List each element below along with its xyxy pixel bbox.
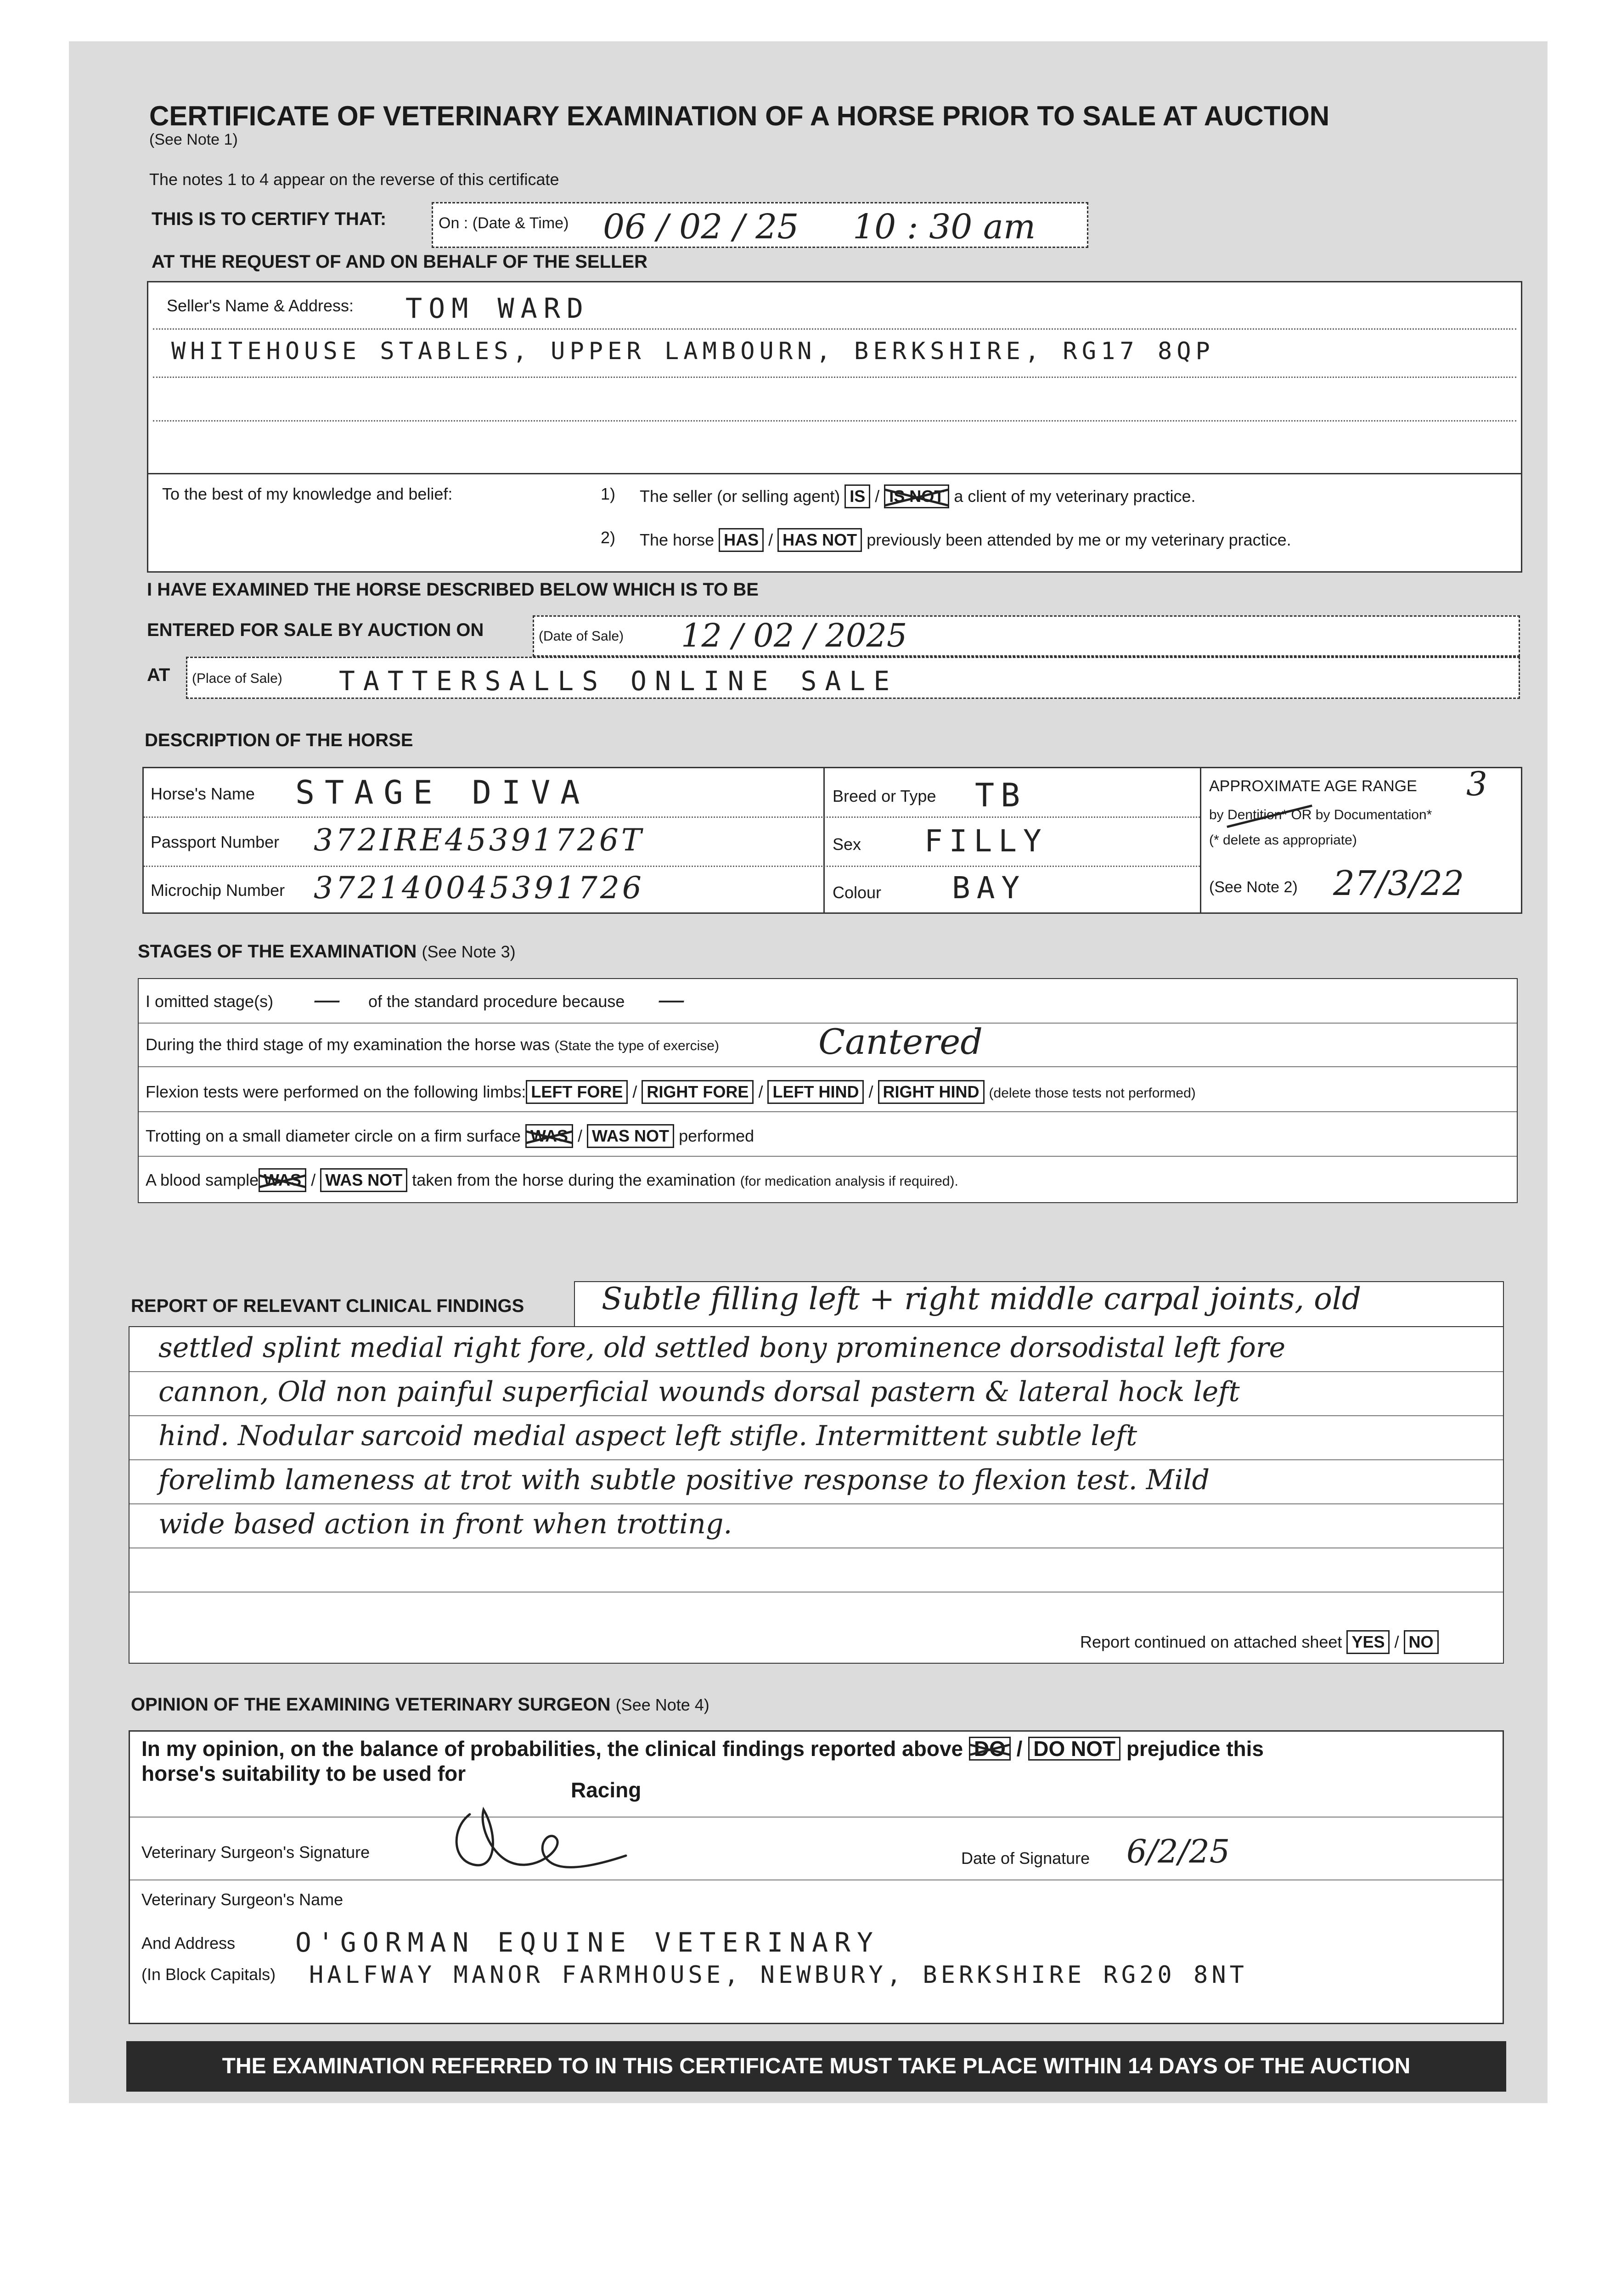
item2-num: 2): [601, 528, 616, 547]
stages-heading: STAGES OF THE EXAMINATION: [138, 941, 417, 962]
report-rule-3: [129, 1459, 1503, 1460]
because-value: —: [658, 984, 685, 1016]
flexion-label: Flexion tests were performed on the following limbs:: [146, 1082, 526, 1101]
continued-yes-option[interactable]: YES: [1346, 1630, 1390, 1654]
opinion-text-a: In my opinion, on the balance of probabilities, the clinical findings reported above: [141, 1737, 963, 1761]
horse-name: STAGE DIVA: [295, 774, 590, 811]
report-line-6: wide based action in front when trotting.: [158, 1508, 732, 1540]
place-of-sale: TATTERSALLS ONLINE SALE: [339, 665, 898, 697]
stages-heading-row: [138, 941, 516, 962]
intended-use: Racing: [571, 1778, 642, 1802]
horse-attended-statement: [640, 528, 1291, 552]
seller-section: [147, 281, 1522, 573]
footer-banner: THE EXAMINATION REFERRED TO IN THIS CERTIFICATE MUST TAKE PLACE WITHIN 14 DAYS OF THE AUCTION: [126, 2041, 1506, 2092]
place-of-sale-label: (Place of Sale): [192, 671, 282, 686]
opinion-note: (See Note 4): [615, 1695, 709, 1714]
report-line-4: hind. Nodular sarcoid medial aspect left stifle. Intermittent subtle left: [158, 1420, 1137, 1452]
item2-tail: previously been attended by me or my veterinary practice.: [867, 530, 1291, 549]
colour-value: BAY: [952, 870, 1026, 906]
knowledge-label: To the best of my knowledge and belief:: [162, 484, 453, 503]
vet-name-label: Veterinary Surgeon's Name: [141, 1890, 343, 1909]
opinion-heading: OPINION OF THE EXAMINING VETERINARY SURGEON: [131, 1694, 611, 1715]
seller-label: Seller's Name & Address:: [167, 296, 354, 315]
vet-signature: [442, 1801, 635, 1883]
report-line-5: forelimb lameness at trot with subtle positive response to flexion test. Mild: [158, 1464, 1210, 1496]
separator: /: [758, 1082, 763, 1101]
third-stage-exercise: Cantered: [818, 1021, 983, 1062]
flexion-note: (delete those tests not performed): [989, 1086, 1196, 1101]
trotting-was-option[interactable]: WAS: [525, 1124, 573, 1148]
opinion-section: [129, 1730, 1504, 2024]
omitted-value: —: [313, 984, 341, 1016]
stages-rule-3: [139, 1111, 1517, 1112]
separator: /: [875, 487, 880, 506]
sex-value: FILLY: [924, 823, 1048, 859]
date-of-signature: 6/2/25: [1126, 1833, 1230, 1870]
do-option[interactable]: DO: [969, 1737, 1011, 1761]
desc-divider-1: [823, 768, 825, 912]
seller-rule-3: [153, 420, 1516, 422]
description-table: [142, 767, 1522, 914]
breed-label: Breed or Type: [833, 787, 936, 805]
right-fore-option[interactable]: RIGHT FORE: [642, 1080, 754, 1104]
date-time-box[interactable]: [432, 202, 1088, 248]
seller-address: WHITEHOUSE STABLES, UPPER LAMBOURN, BERKSHIRE, RG17 8QP: [171, 338, 1215, 365]
left-hind-option[interactable]: LEFT HIND: [767, 1080, 864, 1104]
date-of-signature-label: Date of Signature: [961, 1849, 1090, 1868]
breed-value: TB: [975, 777, 1027, 814]
opinion-text-c: horse's suitability to be used for: [141, 1761, 466, 1785]
exam-date-time: 06 / 02 / 25 10 : 30 am: [603, 207, 1036, 247]
flexion-row: [146, 1080, 1196, 1104]
stages-rule-2: [139, 1066, 1517, 1067]
delete-note: (* delete as appropriate): [1209, 833, 1357, 848]
dentition-option[interactable]: Dentition* OR: [1227, 807, 1312, 822]
seller-divider: [148, 473, 1521, 474]
block-capitals-label: (In Block Capitals): [141, 1965, 276, 1984]
on-label: On : (Date & Time): [439, 214, 569, 232]
certify-label: THIS IS TO CERTIFY THAT:: [152, 209, 387, 229]
opinion-text-b: prejudice this: [1126, 1737, 1264, 1761]
item1-text: The seller (or selling agent): [640, 487, 840, 506]
item1-tail: a client of my veterinary practice.: [954, 487, 1196, 506]
is-option[interactable]: IS: [844, 484, 870, 508]
blood-row: [146, 1168, 958, 1192]
opinion-rule-1: [130, 1817, 1503, 1818]
seller-rule-2: [153, 377, 1516, 378]
age-range-value: 3: [1466, 765, 1487, 803]
stages-rule-4: [139, 1156, 1517, 1157]
is-not-option[interactable]: IS NOT: [884, 484, 949, 508]
report-heading: REPORT OF RELEVANT CLINICAL FINDINGS: [131, 1296, 524, 1316]
report-rule-2: [129, 1415, 1503, 1416]
see-note-2: (See Note 2): [1209, 878, 1298, 896]
certificate-title: CERTIFICATE OF VETERINARY EXAMINATION OF A HORSE PRIOR TO SALE AT AUCTION: [149, 101, 1330, 131]
because-label: of the standard procedure because: [368, 992, 625, 1011]
signature-label: Veterinary Surgeon's Signature: [141, 1843, 370, 1862]
report-continued-row: [1080, 1630, 1439, 1654]
third-stage-note: (State the type of exercise): [554, 1038, 719, 1053]
trotting-tail: performed: [679, 1126, 754, 1145]
documentation-option[interactable]: by Documentation*: [1315, 807, 1432, 822]
trotting-was-not-option[interactable]: WAS NOT: [587, 1124, 674, 1148]
item2-text: The horse: [640, 530, 715, 549]
stages-note: (See Note 3): [422, 942, 516, 961]
report-rule-4: [129, 1503, 1503, 1504]
examined-line: I HAVE EXAMINED THE HORSE DESCRIBED BELOW WHICH IS TO BE: [147, 580, 759, 600]
blood-tail: taken from the horse during the examination: [412, 1171, 736, 1189]
date-of-sale: 12 / 02 / 2025: [681, 617, 907, 654]
continued-no-option[interactable]: NO: [1404, 1630, 1439, 1654]
notes-line: The notes 1 to 4 appear on the reverse of this certificate: [149, 170, 559, 189]
report-line-2: settled splint medial right fore, old settled bony prominence dorsodistal left fore: [158, 1332, 1286, 1364]
blood-label: A blood sample: [146, 1171, 259, 1189]
desc-rule-2: [144, 866, 1200, 867]
address-label: And Address: [141, 1934, 236, 1953]
trotting-row: [146, 1124, 754, 1148]
stages-section: [138, 978, 1518, 1203]
trotting-label: Trotting on a small diameter circle on a firm surface: [146, 1126, 521, 1145]
report-rule-1: [129, 1371, 1503, 1372]
separator: /: [868, 1082, 873, 1101]
report-line-1: Subtle filling left + right middle carpal joints, old: [602, 1281, 1362, 1317]
third-stage-label: During the third stage of my examination the horse was: [146, 1035, 550, 1054]
by-label: by: [1209, 807, 1224, 822]
place-of-sale-box[interactable]: [186, 657, 1520, 699]
date-of-sale-label: (Date of Sale): [539, 629, 624, 644]
desc-rule-1: [144, 816, 1200, 818]
report-line-3: cannon, Old non painful superficial wounds dorsal pastern & lateral hock left: [158, 1376, 1240, 1408]
passport-label: Passport Number: [151, 833, 280, 851]
opinion-heading-row: [131, 1694, 709, 1715]
entered-label: ENTERED FOR SALE BY AUCTION ON: [147, 620, 484, 640]
blood-was-not-option[interactable]: WAS NOT: [320, 1168, 407, 1192]
description-heading: DESCRIPTION OF THE HORSE: [145, 730, 413, 750]
seller-name: TOM WARD: [405, 293, 590, 325]
horse-name-label: Horse's Name: [151, 784, 255, 803]
blood-note: (for medication analysis if required).: [740, 1174, 958, 1189]
colour-label: Colour: [833, 883, 882, 902]
seller-client-statement: [640, 484, 1196, 508]
report-rule-6: [129, 1592, 1503, 1593]
third-stage-row: [146, 1035, 719, 1054]
request-line: AT THE REQUEST OF AND ON BEHALF OF THE SELLER: [152, 252, 647, 272]
do-not-option[interactable]: DO NOT: [1028, 1737, 1120, 1761]
sex-label: Sex: [833, 835, 861, 854]
age-method: [1209, 807, 1432, 823]
see-note-1: (See Note 1): [149, 131, 238, 148]
desc-divider-2: [1200, 768, 1201, 912]
has-option[interactable]: HAS: [719, 528, 764, 552]
microchip-label: Microchip Number: [151, 881, 285, 900]
separator: /: [632, 1082, 637, 1101]
separator: /: [311, 1171, 316, 1189]
seller-rule-1: [153, 328, 1516, 330]
has-not-option[interactable]: HAS NOT: [777, 528, 862, 552]
left-fore-option[interactable]: LEFT FORE: [526, 1080, 628, 1104]
omitted-label: I omitted stage(s): [146, 992, 274, 1011]
vet-practice-name: O'GORMAN EQUINE VETERINARY: [295, 1927, 879, 1958]
date-of-birth: 27/3/22: [1333, 864, 1464, 903]
at-label: AT: [147, 665, 170, 685]
separator: /: [578, 1126, 583, 1145]
report-continued-label: Report continued on attached sheet: [1080, 1632, 1342, 1651]
sale-date-box[interactable]: [533, 615, 1520, 657]
microchip-number: 372140045391726: [314, 870, 644, 906]
vet-practice-address: HALFWAY MANOR FARMHOUSE, NEWBURY, BERKSHIRE RG20 8NT: [309, 1961, 1248, 1989]
item1-num: 1): [601, 484, 616, 503]
opinion-statement: [141, 1736, 1264, 1761]
blood-was-option[interactable]: WAS: [259, 1168, 306, 1192]
separator: /: [1394, 1632, 1399, 1651]
age-range-label: APPROXIMATE AGE RANGE: [1209, 777, 1417, 795]
separator: /: [768, 530, 773, 549]
passport-number: 372IRE45391726T: [314, 822, 644, 858]
right-hind-option[interactable]: RIGHT HIND: [878, 1080, 985, 1104]
separator: /: [1016, 1737, 1023, 1761]
